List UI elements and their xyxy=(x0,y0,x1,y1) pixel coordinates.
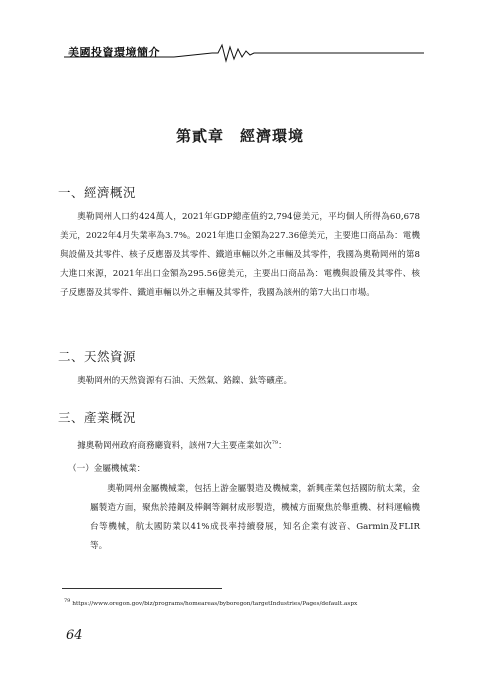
industry-intro-text xyxy=(60,434,420,456)
pulse-line-decoration xyxy=(64,42,424,64)
industry-intro-paragraph xyxy=(60,434,420,456)
footnote-divider xyxy=(62,588,222,589)
section-heading-economy: 一、經濟概況 xyxy=(58,185,137,200)
resources-paragraph xyxy=(60,372,420,391)
metal-machinery-paragraph xyxy=(90,480,420,556)
industry-intro-end: ： xyxy=(278,440,287,451)
section-heading-industry: 三、產業概況 xyxy=(58,410,137,425)
metal-machinery-text: 奧勒岡州金屬機械業，包括上游金屬製造及機械業，新興產業包括國防航太業，金屬製造方面，聚焦於捲鋼及棒鋼等鋼材成形製造，機械方面聚焦於舉重機、材料運輸機台等機械，航太國防業以41%成長率持續發展，知名企業有波音、Garmin及FLIR等。 xyxy=(90,484,420,551)
chapter-title: 第貳章 經濟環境 xyxy=(175,127,304,145)
page-number: 64 xyxy=(66,628,83,643)
footnote-url[interactable]: https://www.oregon.gov/biz/programs/homeareas/byboregon/targetIndustries/Pages/default.aspx xyxy=(72,600,358,607)
subsection-heading-metal-machinery: （一）金屬機械業： xyxy=(68,464,146,474)
running-header-title: 美國投資環境簡介 xyxy=(68,46,160,59)
economy-paragraph xyxy=(60,208,420,303)
footnote-ref[interactable]: 79 xyxy=(271,440,279,446)
industry-intro-main: 據奧勒岡州政府商務廳資料，該州7大主要產業如次 xyxy=(77,440,272,451)
economy-text: 奧勒岡州人口約424萬人，2021年GDP總產值約2,794億美元，平均個人所得為60,678美元，2022年4月失業率為3.7%。2021年進口金額為227.36億美元，主要進口商品為：電機與設備及其零件、核子反應器及其零件、鐵道車輛以外之車輛及其零件，我國為奧勒岡州的第8大進口來源，2021年出口金額為295.56億美元，主要出口商品為：電機與設備及其零件、核子反應器及其零件、鐵道車輛以外之車輛及其零件，我國為該州的第7大出口市場。 xyxy=(60,212,420,298)
resources-text: 奧勒岡州的天然資源有石油、天然氣、鉻鎳、鈦等礦產。 xyxy=(77,376,293,386)
section-heading-resources: 二、天然資源 xyxy=(58,349,137,364)
running-header xyxy=(64,42,424,64)
footnote-number: 79 xyxy=(64,598,71,604)
footnote xyxy=(64,598,357,607)
